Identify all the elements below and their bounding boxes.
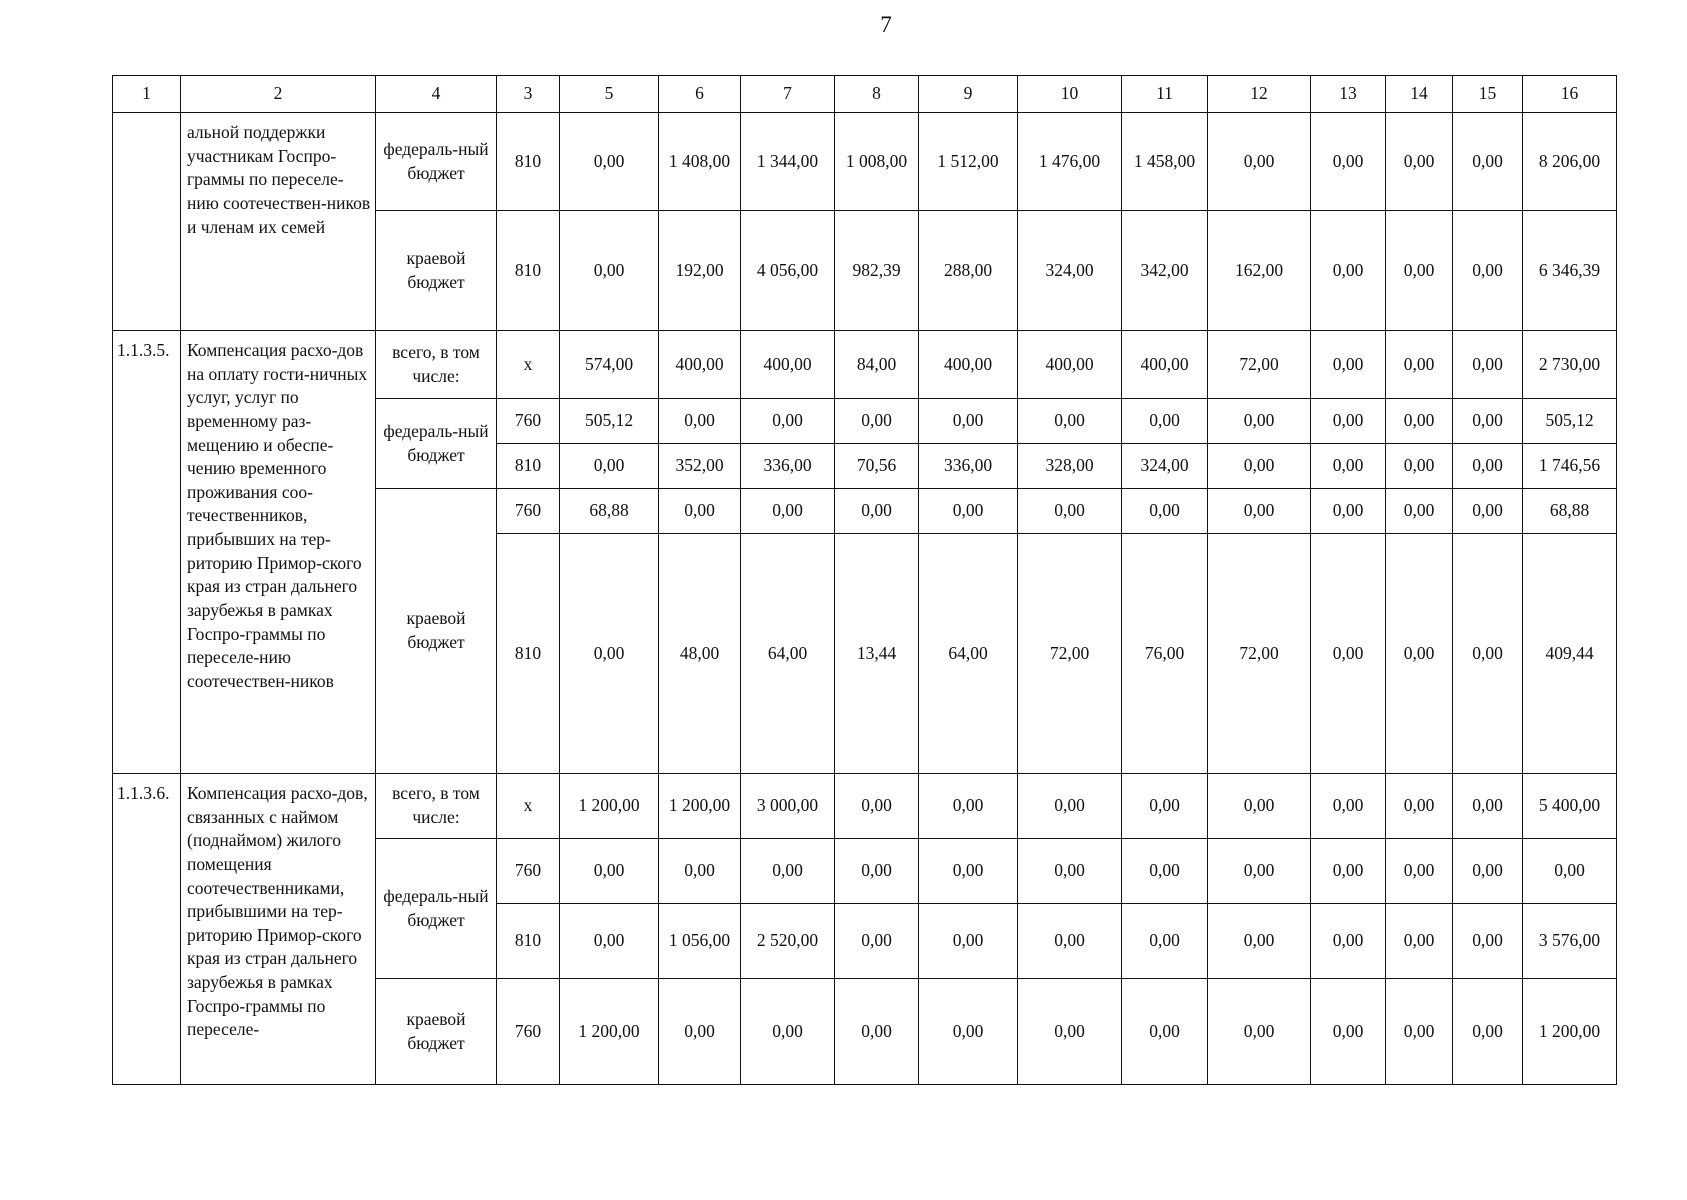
- value-cell: 0,00: [1208, 979, 1311, 1085]
- value-cell: 1 200,00: [1523, 979, 1617, 1085]
- item-number-cell: [113, 113, 181, 331]
- value-cell: 0,00: [1208, 113, 1311, 211]
- item-description: альной поддержки участникам Госпро-граммы по переселе-нию соотечествен-ников и членам их семей: [181, 113, 376, 331]
- value-cell: 400,00: [1122, 331, 1208, 399]
- budget-code: 810: [497, 113, 560, 211]
- value-cell: 13,44: [835, 534, 919, 774]
- budget-code: 810: [497, 534, 560, 774]
- value-cell: 1 200,00: [560, 979, 659, 1085]
- budget-code: 760: [497, 839, 560, 904]
- item-number: 1.1.3.5.: [113, 331, 181, 774]
- value-cell: 0,00: [741, 489, 835, 534]
- column-number-row: [113, 76, 1617, 113]
- column-header-8: 8: [835, 76, 919, 113]
- value-cell: 0,00: [1453, 211, 1523, 331]
- value-cell: 0,00: [1311, 211, 1386, 331]
- value-cell: 400,00: [741, 331, 835, 399]
- value-cell: 76,00: [1122, 534, 1208, 774]
- item-description: Компенсация расхо-дов, связанных с наймом (поднаймом) жилого помещения соотечественниками, прибывшими на тер-риторию Примор-ского края из стран дальнего зарубежья в рамках Госпро-граммы по переселе-: [181, 774, 376, 1085]
- value-cell: 0,00: [1386, 979, 1453, 1085]
- value-cell: 0,00: [560, 211, 659, 331]
- value-cell: 0,00: [1208, 489, 1311, 534]
- value-cell: 48,00: [659, 534, 741, 774]
- value-cell: 6 346,39: [1523, 211, 1617, 331]
- value-cell: 0,00: [835, 839, 919, 904]
- value-cell: 0,00: [1311, 534, 1386, 774]
- value-cell: 0,00: [560, 444, 659, 489]
- table-row: [113, 113, 1617, 211]
- value-cell: 1 200,00: [659, 774, 741, 839]
- column-header-3: 3: [497, 76, 560, 113]
- value-cell: 0,00: [1208, 399, 1311, 444]
- value-cell: 0,00: [1311, 839, 1386, 904]
- value-cell: 352,00: [659, 444, 741, 489]
- value-cell: 0,00: [1122, 839, 1208, 904]
- funding-source: всего, в том числе:: [376, 774, 497, 839]
- value-cell: 0,00: [741, 979, 835, 1085]
- column-header-6: 6: [659, 76, 741, 113]
- value-cell: 0,00: [1018, 399, 1122, 444]
- value-cell: 0,00: [835, 399, 919, 444]
- value-cell: 0,00: [1453, 444, 1523, 489]
- value-cell: 0,00: [1453, 399, 1523, 444]
- value-cell: 400,00: [1018, 331, 1122, 399]
- value-cell: 0,00: [919, 839, 1018, 904]
- value-cell: 0,00: [1386, 839, 1453, 904]
- value-cell: 0,00: [835, 774, 919, 839]
- budget-code: 760: [497, 489, 560, 534]
- value-cell: 162,00: [1208, 211, 1311, 331]
- value-cell: 1 458,00: [1122, 113, 1208, 211]
- value-cell: 0,00: [1386, 489, 1453, 534]
- column-header-4: 4: [376, 76, 497, 113]
- value-cell: 0,00: [1018, 979, 1122, 1085]
- value-cell: 0,00: [1386, 444, 1453, 489]
- value-cell: 3 576,00: [1523, 904, 1617, 979]
- value-cell: 0,00: [919, 979, 1018, 1085]
- value-cell: 2 520,00: [741, 904, 835, 979]
- value-cell: 0,00: [1122, 774, 1208, 839]
- value-cell: 982,39: [835, 211, 919, 331]
- item-description: Компенсация расхо-дов на оплату гости-ничных услуг, услуг по временному раз-мещению и обеспе-чению временного проживания соо-течественников, прибывших на тер-риторию Примор-ского края из стран дальнего зарубежья в рамках Госпро-граммы по переселе-нию соотечествен-ников: [181, 331, 376, 774]
- value-cell: 0,00: [741, 399, 835, 444]
- value-cell: 505,12: [1523, 399, 1617, 444]
- value-cell: 192,00: [659, 211, 741, 331]
- column-header-12: 12: [1208, 76, 1311, 113]
- budget-code: 810: [497, 211, 560, 331]
- value-cell: 1 200,00: [560, 774, 659, 839]
- value-cell: 0,00: [1453, 489, 1523, 534]
- value-cell: 324,00: [1122, 444, 1208, 489]
- value-cell: 505,12: [560, 399, 659, 444]
- funding-source: федераль-ный бюджет: [376, 839, 497, 979]
- value-cell: 1 408,00: [659, 113, 741, 211]
- value-cell: 68,88: [1523, 489, 1617, 534]
- value-cell: 288,00: [919, 211, 1018, 331]
- funding-source: федераль-ный бюджет: [376, 399, 497, 489]
- value-cell: 1 746,56: [1523, 444, 1617, 489]
- funding-source: краевой бюджет: [376, 489, 497, 774]
- budget-code: х: [497, 774, 560, 839]
- value-cell: 1 008,00: [835, 113, 919, 211]
- column-header-10: 10: [1018, 76, 1122, 113]
- value-cell: 0,00: [1018, 774, 1122, 839]
- value-cell: 0,00: [741, 839, 835, 904]
- value-cell: 0,00: [919, 774, 1018, 839]
- value-cell: 324,00: [1018, 211, 1122, 331]
- value-cell: 4 056,00: [741, 211, 835, 331]
- column-header-9: 9: [919, 76, 1018, 113]
- value-cell: 0,00: [835, 904, 919, 979]
- value-cell: 84,00: [835, 331, 919, 399]
- value-cell: 5 400,00: [1523, 774, 1617, 839]
- value-cell: 0,00: [1018, 904, 1122, 979]
- value-cell: 0,00: [1208, 774, 1311, 839]
- value-cell: 0,00: [919, 399, 1018, 444]
- value-cell: 0,00: [659, 489, 741, 534]
- value-cell: 336,00: [919, 444, 1018, 489]
- value-cell: 0,00: [1386, 331, 1453, 399]
- value-cell: 342,00: [1122, 211, 1208, 331]
- column-header-15: 15: [1453, 76, 1523, 113]
- value-cell: 0,00: [560, 839, 659, 904]
- column-header-2: 2: [181, 76, 376, 113]
- value-cell: 0,00: [1386, 904, 1453, 979]
- value-cell: 0,00: [919, 904, 1018, 979]
- column-header-13: 13: [1311, 76, 1386, 113]
- column-header-7: 7: [741, 76, 835, 113]
- value-cell: 64,00: [919, 534, 1018, 774]
- value-cell: 0,00: [1453, 774, 1523, 839]
- value-cell: 1 344,00: [741, 113, 835, 211]
- funding-source: федераль-ный бюджет: [376, 113, 497, 211]
- value-cell: 336,00: [741, 444, 835, 489]
- budget-code: х: [497, 331, 560, 399]
- value-cell: 70,56: [835, 444, 919, 489]
- value-cell: 0,00: [1311, 331, 1386, 399]
- value-cell: 64,00: [741, 534, 835, 774]
- column-header-1: 1: [113, 76, 181, 113]
- value-cell: 0,00: [1386, 534, 1453, 774]
- value-cell: 0,00: [560, 534, 659, 774]
- column-header-11: 11: [1122, 76, 1208, 113]
- value-cell: 0,00: [835, 489, 919, 534]
- funding-source: краевой бюджет: [376, 211, 497, 331]
- value-cell: 0,00: [1386, 774, 1453, 839]
- value-cell: 0,00: [1453, 839, 1523, 904]
- value-cell: 1 476,00: [1018, 113, 1122, 211]
- column-header-14: 14: [1386, 76, 1453, 113]
- value-cell: 0,00: [1386, 399, 1453, 444]
- value-cell: 0,00: [1453, 113, 1523, 211]
- page-number: 7: [880, 12, 892, 37]
- value-cell: 72,00: [1208, 331, 1311, 399]
- value-cell: 2 730,00: [1523, 331, 1617, 399]
- value-cell: 0,00: [1311, 444, 1386, 489]
- value-cell: 0,00: [1122, 904, 1208, 979]
- value-cell: 0,00: [1453, 904, 1523, 979]
- value-cell: 0,00: [1453, 534, 1523, 774]
- value-cell: 68,88: [560, 489, 659, 534]
- value-cell: 400,00: [659, 331, 741, 399]
- value-cell: 0,00: [1523, 839, 1617, 904]
- value-cell: 0,00: [1311, 399, 1386, 444]
- value-cell: 1 512,00: [919, 113, 1018, 211]
- value-cell: 0,00: [1311, 904, 1386, 979]
- budget-code: 760: [497, 399, 560, 444]
- value-cell: 400,00: [919, 331, 1018, 399]
- value-cell: 0,00: [1122, 399, 1208, 444]
- value-cell: 72,00: [1208, 534, 1311, 774]
- value-cell: 0,00: [919, 489, 1018, 534]
- value-cell: 0,00: [560, 113, 659, 211]
- value-cell: 0,00: [1311, 774, 1386, 839]
- value-cell: 0,00: [1386, 113, 1453, 211]
- column-header-16: 16: [1523, 76, 1617, 113]
- value-cell: 0,00: [1453, 979, 1523, 1085]
- value-cell: 1 056,00: [659, 904, 741, 979]
- value-cell: 0,00: [659, 979, 741, 1085]
- funding-source: всего, в том числе:: [376, 331, 497, 399]
- budget-code: 810: [497, 904, 560, 979]
- value-cell: 0,00: [1208, 904, 1311, 979]
- value-cell: 0,00: [1018, 489, 1122, 534]
- value-cell: 0,00: [1311, 489, 1386, 534]
- budget-code: 760: [497, 979, 560, 1085]
- value-cell: 0,00: [1208, 444, 1311, 489]
- value-cell: 0,00: [1122, 979, 1208, 1085]
- value-cell: 0,00: [1453, 331, 1523, 399]
- value-cell: 328,00: [1018, 444, 1122, 489]
- value-cell: 0,00: [659, 399, 741, 444]
- value-cell: 72,00: [1018, 534, 1122, 774]
- value-cell: 0,00: [1018, 839, 1122, 904]
- value-cell: 3 000,00: [741, 774, 835, 839]
- value-cell: 0,00: [1311, 113, 1386, 211]
- item-number: 1.1.3.6.: [113, 774, 181, 1085]
- value-cell: 0,00: [1386, 211, 1453, 331]
- funding-source: краевой бюджет: [376, 979, 497, 1085]
- value-cell: 0,00: [659, 839, 741, 904]
- table-row: [113, 774, 1617, 839]
- value-cell: 8 206,00: [1523, 113, 1617, 211]
- value-cell: 574,00: [560, 331, 659, 399]
- value-cell: 0,00: [1311, 979, 1386, 1085]
- value-cell: 409,44: [1523, 534, 1617, 774]
- value-cell: 0,00: [1122, 489, 1208, 534]
- value-cell: 0,00: [1208, 839, 1311, 904]
- table-row: [113, 331, 1617, 399]
- value-cell: 0,00: [835, 979, 919, 1085]
- budget-table: [112, 75, 1617, 1085]
- budget-code: 810: [497, 444, 560, 489]
- column-header-5: 5: [560, 76, 659, 113]
- value-cell: 0,00: [560, 904, 659, 979]
